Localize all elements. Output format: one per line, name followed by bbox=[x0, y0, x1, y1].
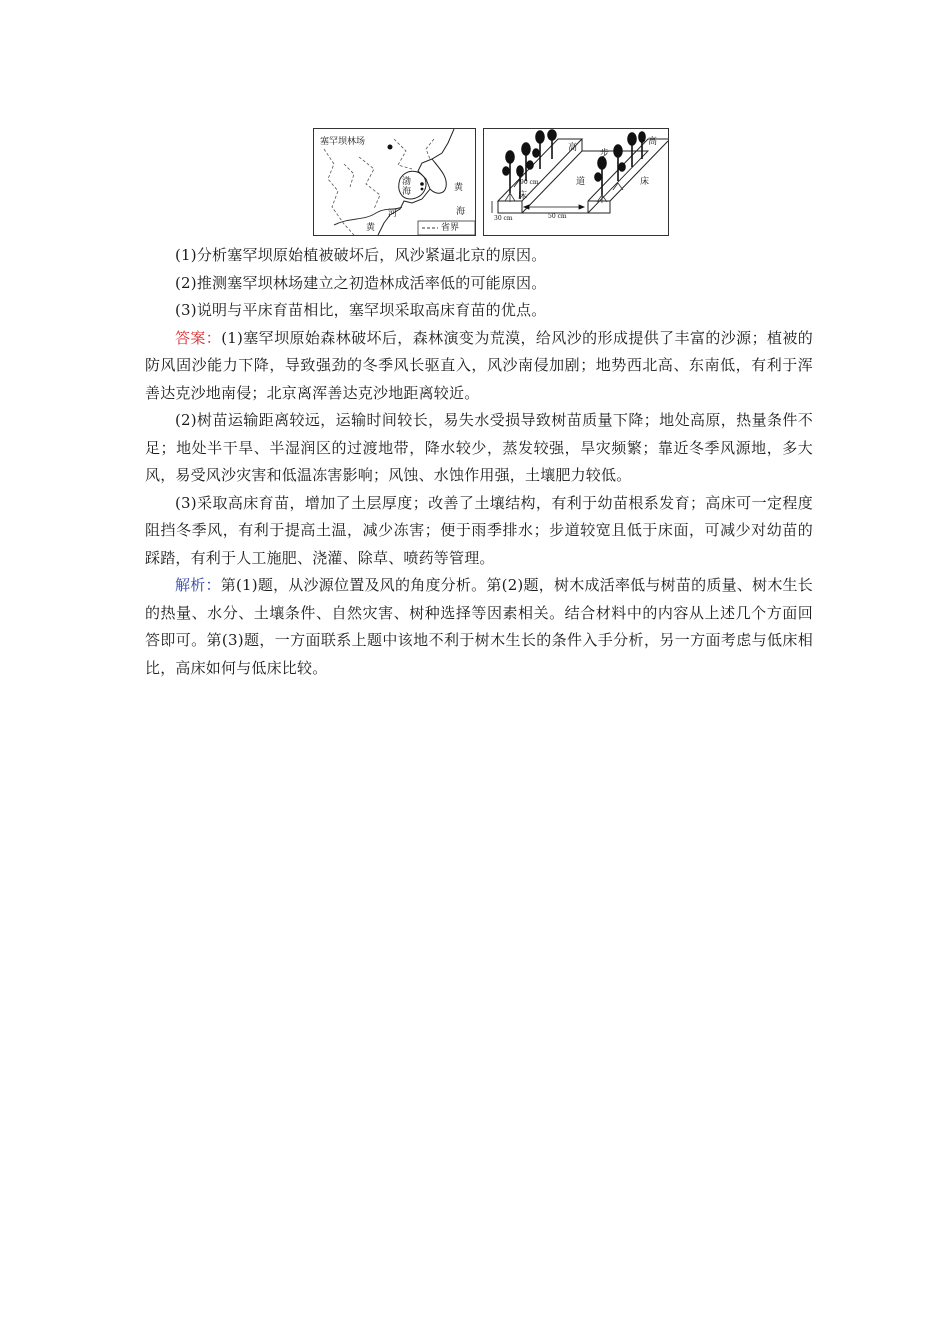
province-boundary bbox=[426, 139, 434, 159]
question-1: (1)分析塞罕坝原始植被破坏后，风沙紧逼北京的原因。 bbox=[175, 246, 547, 264]
dim-90: 90 cm bbox=[520, 179, 539, 186]
answer-tag: 答案： bbox=[175, 328, 222, 347]
map-figure bbox=[313, 128, 476, 236]
analysis-tag: 解析： bbox=[175, 576, 221, 594]
label-dao: 道 bbox=[576, 177, 586, 187]
saihanba-marker bbox=[388, 145, 393, 150]
hai-label: 海 bbox=[456, 207, 466, 217]
question-3: (3)说明与平床育苗相比，塞罕坝采取高床育苗的优点。 bbox=[175, 301, 547, 319]
province-boundary bbox=[359, 157, 380, 209]
province-boundary bbox=[394, 139, 412, 169]
bohai-label: 渤 海 bbox=[402, 177, 412, 197]
bed-figure bbox=[483, 128, 669, 236]
right-bed-front bbox=[588, 201, 610, 213]
label-gao-2: 高 bbox=[648, 137, 658, 147]
label-gao-1: 高 bbox=[568, 143, 578, 153]
answer-paragraph-1 bbox=[145, 325, 813, 408]
document-body bbox=[145, 242, 813, 682]
answer-paragraph-2: (2)树苗运输距离较远，运输时间较长，易失水受损导致树苗质量下降；地处高原，热量条件不足；地处半干旱、半湿润区的过渡地带，降水较少，蒸发较强，旱灾频繁；靠近冬季风源地，多大风，易受风沙灾害和低温冻害影响；风蚀、水蚀作用强，土壤肥力较低。 bbox=[145, 411, 813, 484]
seedlings-left bbox=[503, 130, 556, 199]
tianjin-marker bbox=[421, 188, 424, 191]
label-bu: 步 bbox=[600, 149, 610, 159]
beijing-marker bbox=[420, 182, 424, 186]
huang-label: 黄 bbox=[454, 183, 464, 193]
river-huang-label: 黄 bbox=[366, 223, 376, 233]
answer-paragraph-3: (3)采取高床育苗，增加了土层厚度；改善了土壤结构，有利于幼苗根系发育；高床可一定程度阻挡冬季风，有利于提高土温，减少冻害；便于雨季排水；步道较宽且低于床面，可减少对幼苗的踩踏，有利于人工施肥、浇灌、除草、喷药等管理。 bbox=[145, 493, 813, 567]
province-boundary bbox=[344, 164, 354, 187]
peninsula bbox=[430, 159, 446, 193]
legend-label: 省界 bbox=[441, 223, 460, 233]
place-label: 塞罕坝林场 bbox=[320, 137, 366, 147]
left-bed-front bbox=[498, 201, 522, 213]
dim-50: 50 cm bbox=[548, 213, 567, 220]
label-chuang-1: 床 bbox=[518, 191, 528, 201]
analysis-paragraph bbox=[145, 572, 813, 682]
analysis-text: 第(1)题，从沙源位置及风的角度分析。第(2)题，树木成活率低与树苗的质量、树木生长的热量、水分、土壤条件、自然灾害、树种选择等因素相关。结合材料中的内容从上述几个方面回答即可。第(3)题，一方面联系上题中该地不利于树木生长的条件入手分析，另一方面考虑与低床相比，高床如何与低床比较。 bbox=[145, 576, 813, 677]
river-he-label: 河 bbox=[388, 209, 398, 219]
question-2: (2)推测塞罕坝林场建立之初造林成活率低的可能原因。 bbox=[175, 273, 547, 292]
dim-30: 30 cm bbox=[494, 215, 513, 222]
label-chuang-2: 床 bbox=[640, 177, 650, 187]
figure-row bbox=[313, 128, 669, 238]
province-boundary bbox=[324, 149, 354, 235]
answer-text-1: (1)塞罕坝原始森林破坏后，森林演变为荒漠，给风沙的形成提供了丰富的沙源；植被的防风固沙能力下降，导致强劲的冬季风长驱直入，风沙南侵加剧；地势西北高、东南低，有利于浑善达克沙地南侵；北京离浑善达克沙地距离较近。 bbox=[145, 328, 813, 402]
